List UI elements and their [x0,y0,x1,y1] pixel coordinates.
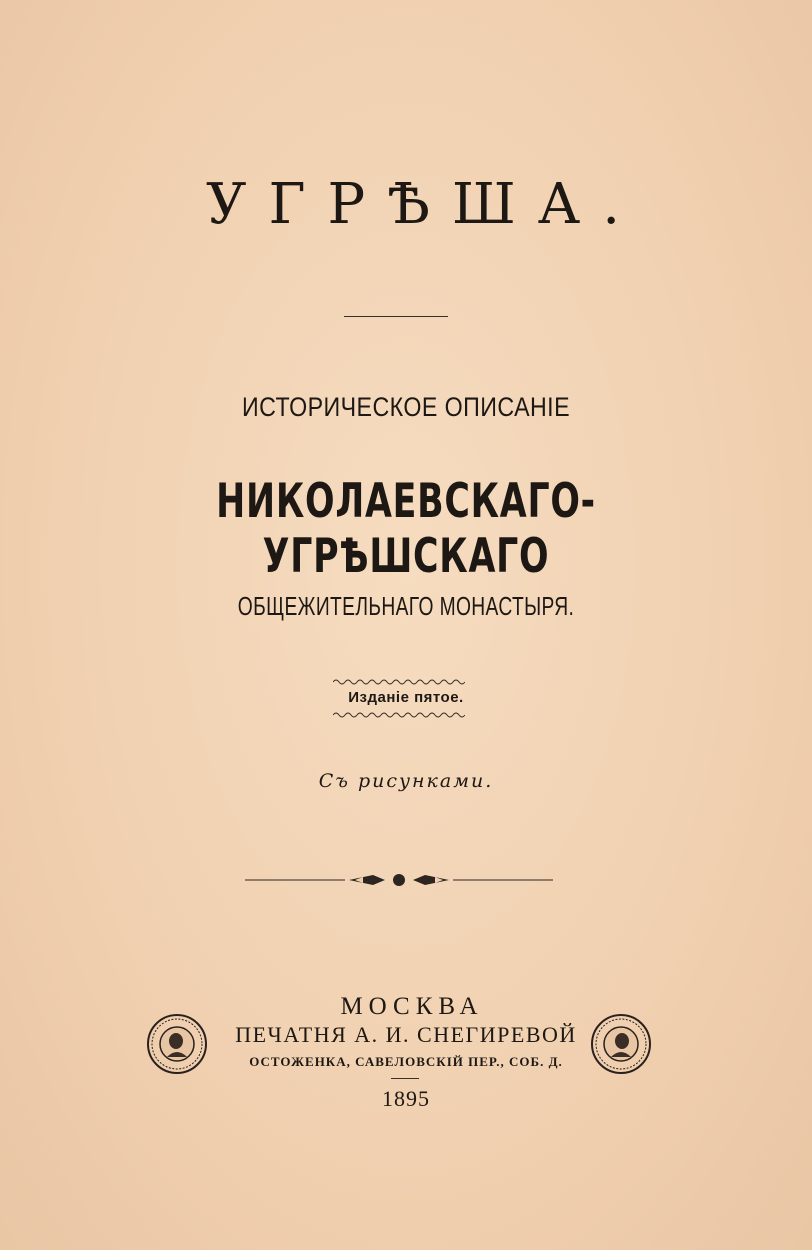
divider-ornament-icon [245,868,553,892]
subtitle-historical-description: ИСТОРИЧЕСКОЕ ОПИСАНІЕ [241,392,570,422]
award-medal-icon [590,1013,652,1075]
imprint-address: ОСТОЖЕНКА, САВЕЛОВСКІЙ ПЕР., СОБ. Д. [249,1054,563,1069]
wavy-rule-bottom [333,711,465,719]
imprint-city: МОСКВА [340,993,484,1020]
imprint-year: 1895 [382,1086,430,1111]
wavy-rule-top [333,678,465,686]
award-medal-icon [146,1013,208,1075]
book-title: УГРѢША. [206,172,642,237]
edition-label: Изданіе пятое. [348,689,464,706]
title-rule [344,316,448,317]
imprint-printer: ПЕЧАТНЯ А. И. СНЕГИРЕВОЙ [235,1022,577,1047]
illustrations-note: Съ рисунками. [318,770,494,792]
year-rule [391,1078,419,1079]
monastery-name: НИКОЛАЕВСКАГО-УГРѢШСКАГО [216,474,596,584]
monastery-type: ОБЩЕЖИТЕЛЬНАГО МОНАСТЫРЯ. [237,591,575,621]
